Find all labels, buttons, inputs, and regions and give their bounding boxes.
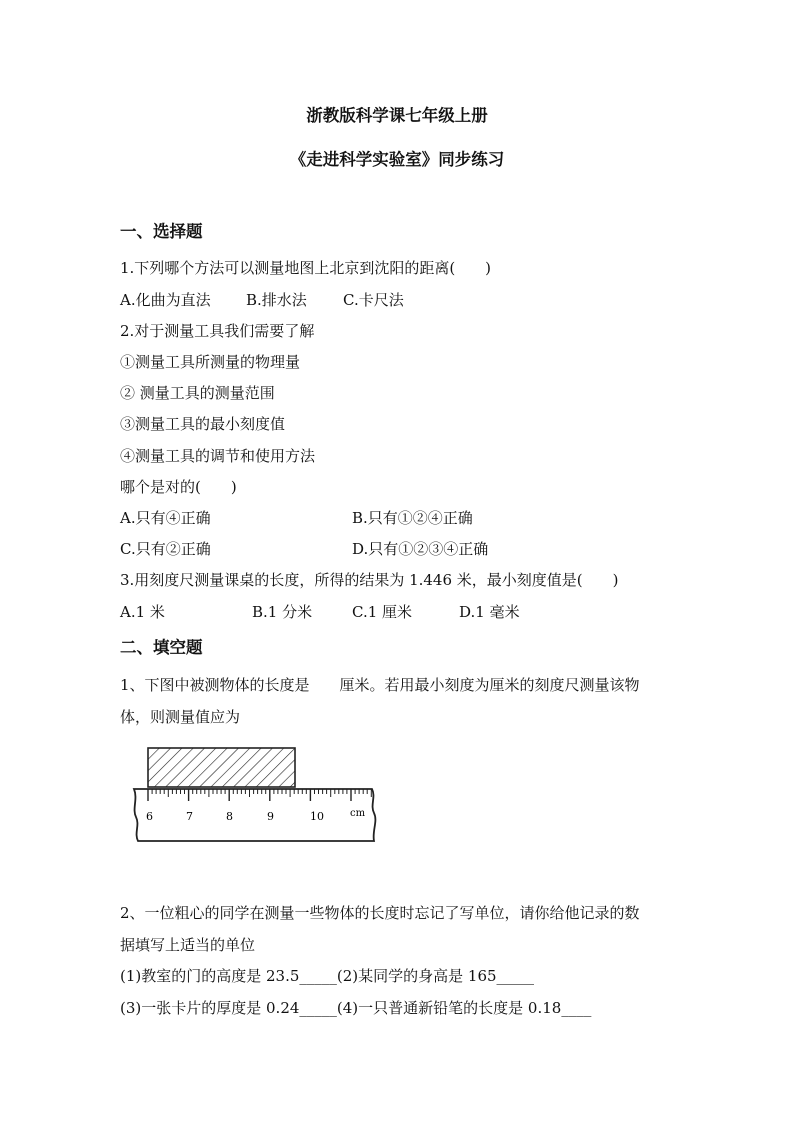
measured-object — [148, 748, 295, 787]
document-subtitle: 《走进科学实验室》同步练习 — [289, 150, 505, 169]
ruler-label-6: 6 — [146, 810, 153, 823]
question-3-option-b: B.1 分米 — [252, 603, 313, 621]
question-2-ask: 哪个是对的( ) — [120, 478, 237, 496]
ruler-label-unit: cm — [350, 808, 366, 819]
question-2-item-4: ④测量工具的调节和使用方法 — [120, 447, 316, 465]
fill-question-2-line-2: 据填写上适当的单位 — [120, 936, 256, 954]
fill-question-1-line-1: 1、下图中被测物体的长度是 厘米。若用最小刻度为厘米的刻度尺测量该物 — [120, 676, 640, 694]
question-2-stem: 2.对于测量工具我们需要了解 — [120, 322, 315, 340]
question-3-option-c: C.1 厘米 — [352, 603, 413, 621]
question-1-option-a: A.化曲为直法 — [120, 291, 211, 309]
fill-question-2-line-1: 2、一位粗心的同学在测量一些物体的长度时忘记了写单位，请你给他记录的数 — [120, 904, 640, 922]
ruler-label-9: 9 — [267, 810, 274, 823]
section-heading-choice: 一、选择题 — [120, 222, 203, 241]
ruler-figure — [128, 745, 380, 847]
question-2-item-1: ①测量工具所测量的物理量 — [120, 353, 301, 371]
fill-question-2-line-4: (3)一张卡片的厚度是 0.24_____(4)一只普通新铅笔的长度是 0.18____ — [120, 999, 592, 1017]
question-2-option-c: C.只有②正确 — [120, 540, 211, 558]
question-2-option-b: B.只有①②④正确 — [352, 509, 473, 527]
question-1-stem: 1.下列哪个方法可以测量地图上北京到沈阳的距离( ) — [120, 259, 492, 277]
fill-question-1-line-2: 体，则测量值应为 — [120, 708, 241, 726]
question-3-option-a: A.1 米 — [120, 603, 165, 621]
section-heading-fill: 二、填空题 — [120, 638, 203, 657]
ruler-body — [134, 789, 375, 841]
question-2-option-d: D.只有①②③④正确 — [352, 540, 489, 558]
question-3-option-d: D.1 毫米 — [459, 603, 520, 621]
document-title: 浙教版科学课七年级上册 — [306, 106, 488, 125]
fill-question-2-line-3: (1)教室的门的高度是 23.5_____(2)某同学的身高是 165_____ — [120, 967, 535, 985]
question-3-stem: 3.用刻度尺测量课桌的长度，所得的结果为 1.446 米，最小刻度值是( ) — [120, 571, 619, 589]
ruler-diagram — [128, 745, 380, 847]
ruler-label-8: 8 — [226, 810, 233, 823]
question-2-option-a: A.只有④正确 — [120, 509, 211, 527]
question-1-option-b: B.排水法 — [246, 291, 307, 309]
question-2-item-3: ③测量工具的最小刻度值 — [120, 415, 286, 433]
question-2-item-2: ② 测量工具的测量范围 — [120, 384, 275, 402]
question-1-option-c: C.卡尺法 — [343, 291, 404, 309]
ruler-label-10: 10 — [310, 810, 324, 823]
ruler-label-7: 7 — [186, 810, 193, 823]
